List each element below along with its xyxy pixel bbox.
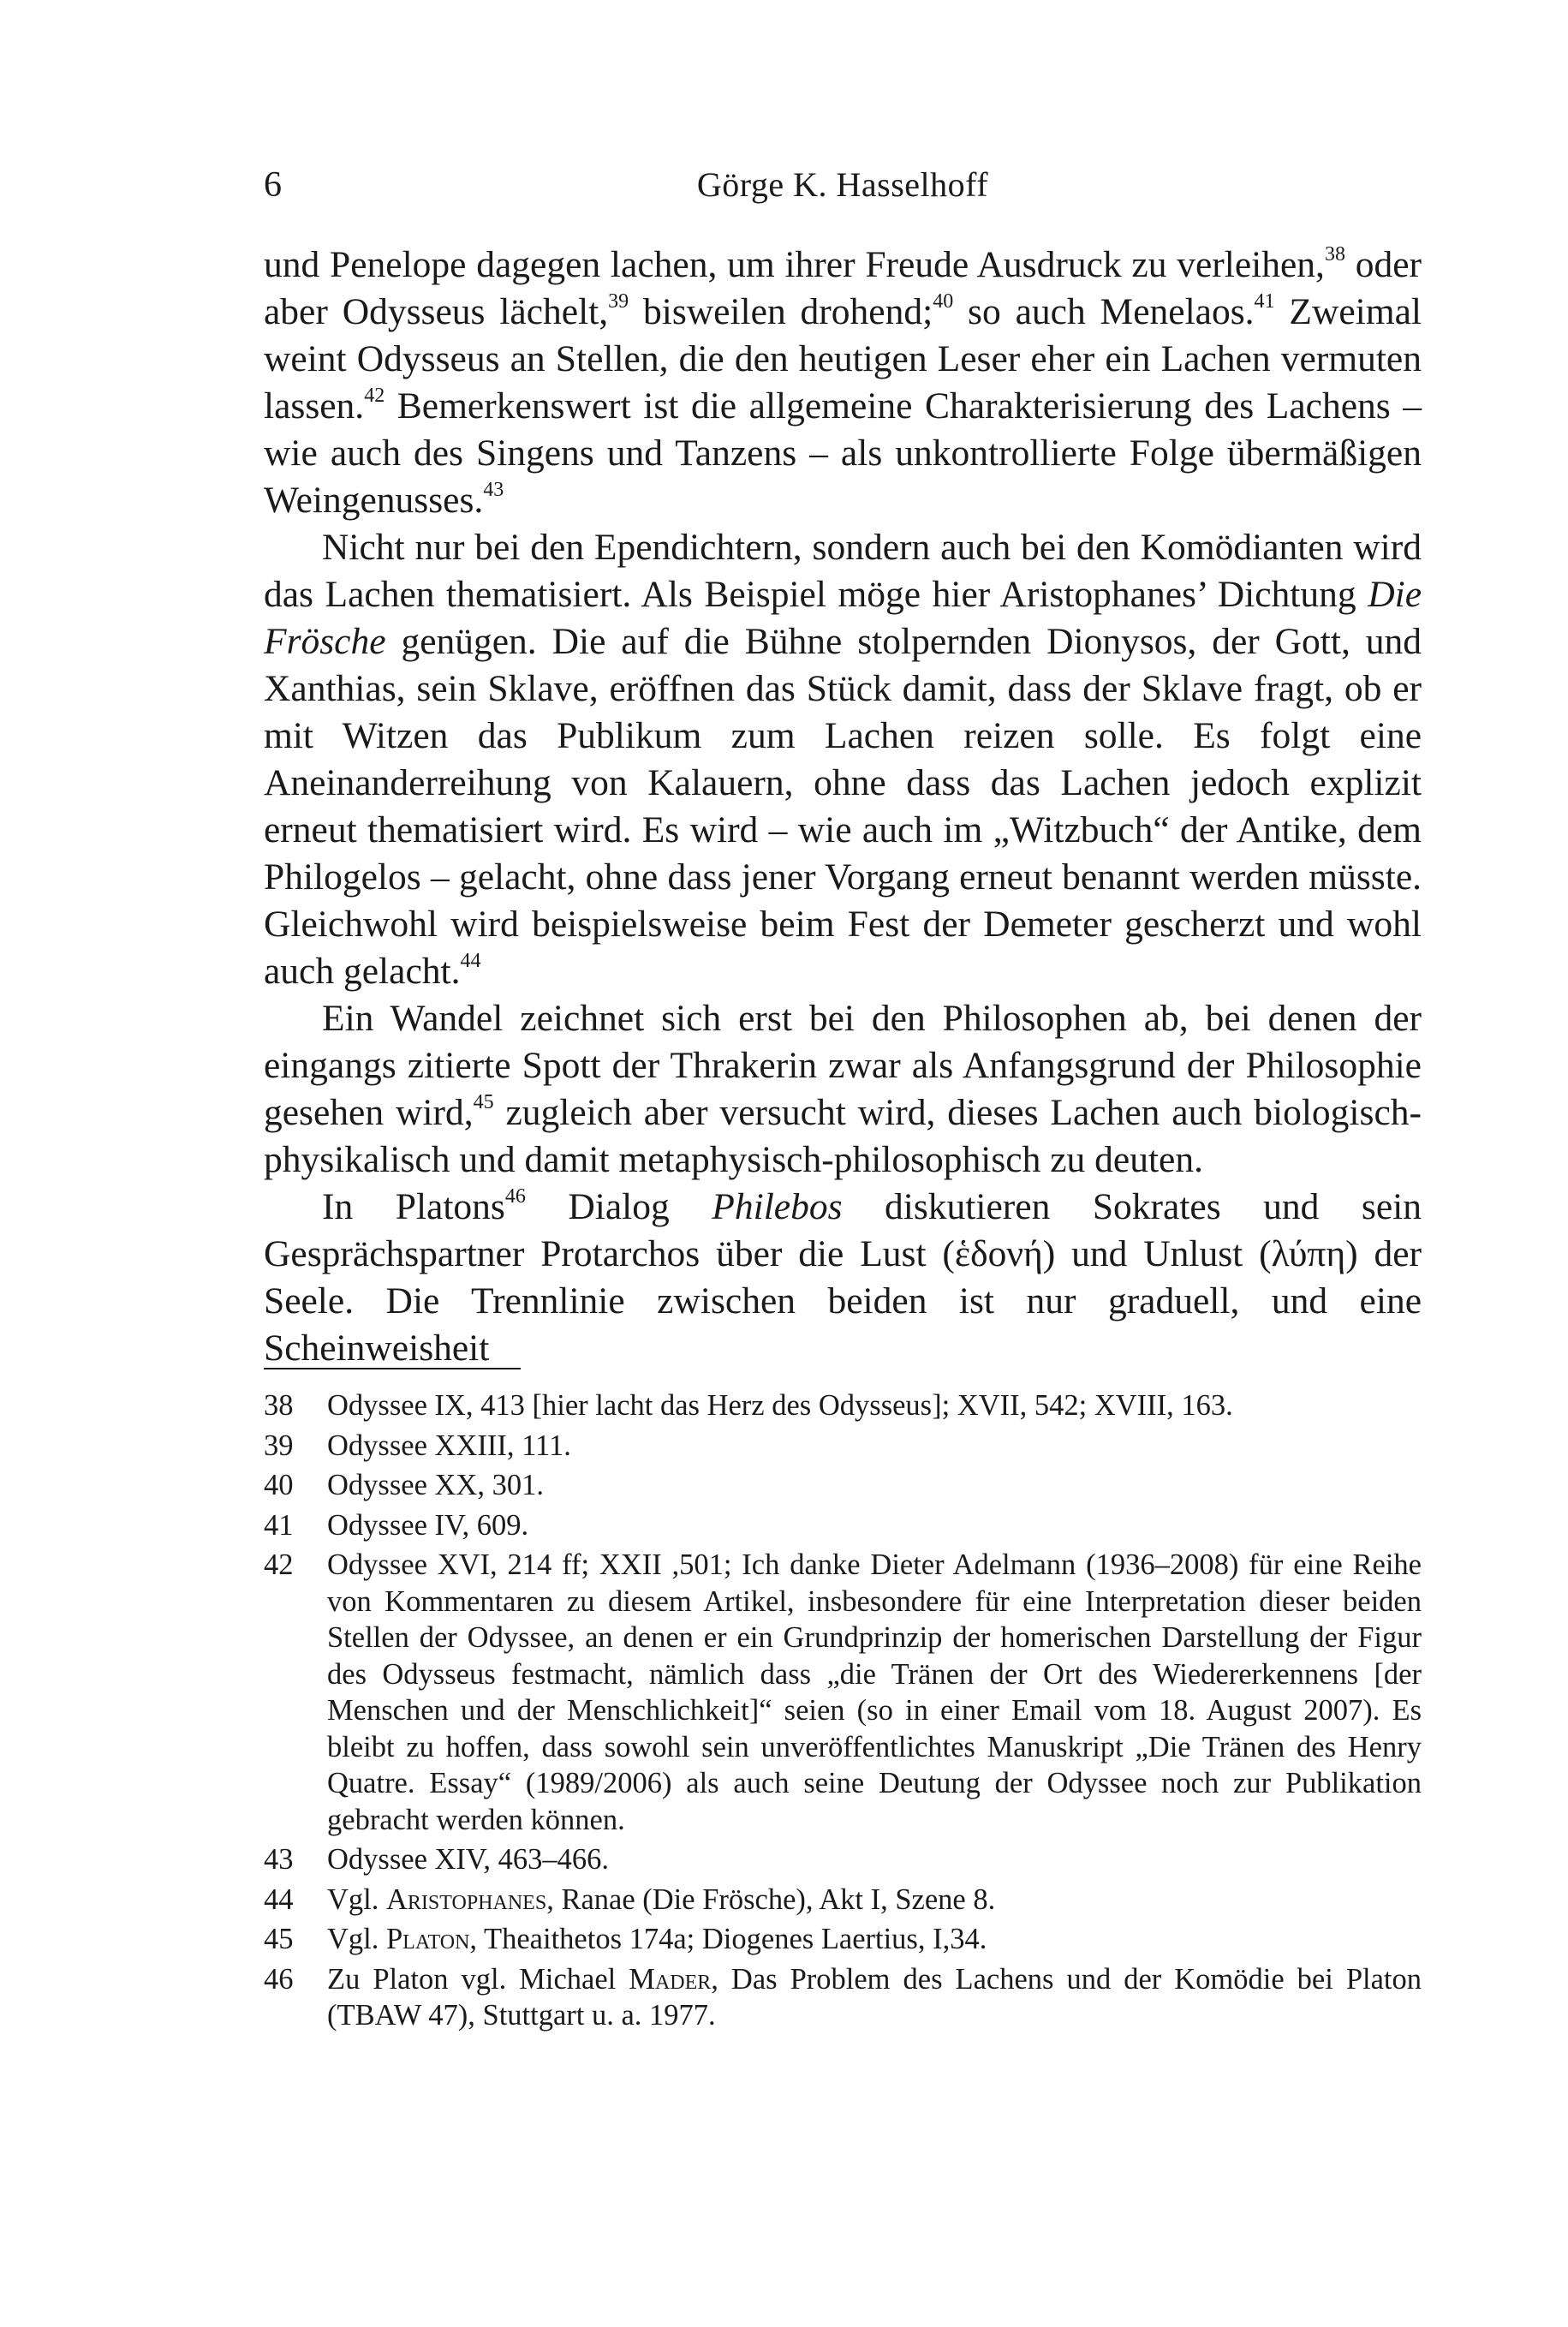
text-span: oder aber Odysseus lächelt,	[264, 244, 1422, 332]
footnote-text	[327, 1882, 1422, 1918]
footnote-ref-43[interactable]: 43	[483, 478, 504, 501]
footnote-text: Odyssee IV, 609.	[327, 1508, 529, 1542]
footnotes	[264, 1387, 1422, 2038]
footnote-ref-38[interactable]: 38	[1324, 242, 1345, 266]
text-span: und Penelope dagegen lachen, um ihrer Freude Ausdruck zu verleihen,	[264, 244, 1325, 285]
text-span: Ein Wandel zeichnet sich erst bei den Philosophen ab, bei denen der eingangs zitierte Spott der Thrakerin zwar als Anfangsgrund der Philosophie gesehen wird,	[264, 998, 1422, 1133]
footnote-41	[264, 1507, 1422, 1544]
text-span: genügen. Die auf die Bühne stolpernden Dionysos, der Gott, und Xanthias, sein Sklave, eröffnen das Stück damit, dass der Sklave fragt, ob er mit Witzen das Publikum zum Lachen reizen solle. Es folgt eine Aneinanderreihung von Kalauern, ohne dass das Lachen jedoch explizit erneut thematisiert wird. Es wird – wie auch im „Witzbuch“ der Antike, dem Philogelos – gelacht, ohne dass jener Vorgang erneut benannt werden müsste. Gleichwohl wird beispielsweise beim Fest der Demeter gescherzt und wohl auch gelacht.	[264, 621, 1422, 992]
footnote-number: 38	[264, 1389, 294, 1422]
footnote-text: Odyssee XX, 301.	[327, 1469, 544, 1501]
paragraph-2	[264, 524, 1422, 995]
text-span: Dialog	[525, 1186, 712, 1227]
footnote-39	[264, 1428, 1422, 1465]
footnote-text	[327, 1921, 1422, 1958]
footnote-number: 45	[264, 1923, 294, 1955]
text-span: so auch Menelaos.	[953, 291, 1255, 332]
running-head: Görge K. Hasselhoff	[696, 165, 989, 204]
text-span: Vgl.	[327, 1923, 386, 1955]
title-italic: Die Frösche	[264, 574, 1422, 662]
text-span: , Ranae (Die Frösche), Akt I, Szene 8.	[546, 1882, 996, 1916]
footnote-43	[264, 1841, 1422, 1878]
text-span: , Theaithetos 174a; Diogenes Laertius, I,34.	[469, 1923, 987, 1955]
footnote-44	[264, 1882, 1422, 1918]
footnote-ref-40[interactable]: 40	[933, 289, 954, 313]
footnote-ref-45[interactable]: 45	[473, 1090, 494, 1113]
text-span: zugleich aber versucht wird, dieses Lachen auch biologisch-physikalisch und damit metaphysisch-philosophisch zu deuten.	[264, 1092, 1422, 1180]
footnote-40	[264, 1467, 1422, 1504]
footnote-ref-42[interactable]: 42	[364, 384, 385, 407]
footnote-42	[264, 1547, 1422, 1838]
footnote-text: Odyssee XIV, 463–466.	[327, 1843, 610, 1876]
footnote-number: 41	[264, 1508, 294, 1542]
text-span: Zu Platon vgl. Michael	[327, 1962, 629, 1996]
text-span: Nicht nur bei den Ependichtern, sondern auch bei den Komödianten wird das Lachen thematisiert. Als Beispiel möge hier Aristophanes’ Dichtung	[264, 527, 1422, 615]
text-span: bisweilen drohend;	[629, 291, 933, 332]
page-number: 6	[264, 165, 282, 205]
footnote-number: 39	[264, 1429, 294, 1462]
text-span: Zweimal weint Odysseus an Stellen, die den heutigen Leser eher ein Lachen vermuten lassen.	[264, 291, 1422, 427]
footnote-text: Odyssee XVI, 214 ff; XXII ,501; Ich danke Dieter Adelmann (1936–2008) für eine Reihe von Kommentaren zu diesem Artikel, insbesondere für eine Interpretation dieser beiden Stellen der Odyssee, an denen er ein Grundprinzip der homerischen Darstellung der Figur des Odysseus festmacht, nämlich dass „die Tränen der Ort des Wiedererkennens [der Menschen und der Menschlichkeit]“ seien (so in einer Email vom 18. August 2007). Es bleibt zu hoffen, dass sowohl sein unveröffentlichtes Manuskript „Die Tränen des Henry Quatre. Essay“ (1989/2006) als auch seine Deutung der Odyssee noch zur Publikation gebracht werden können.	[327, 1548, 1422, 1836]
main-text	[264, 242, 1422, 1372]
footnote-ref-39[interactable]: 39	[608, 289, 629, 313]
author-name: Platon	[386, 1923, 470, 1955]
text-span: In Platons	[322, 1186, 505, 1227]
footnote-38	[264, 1387, 1422, 1424]
paragraph-3	[264, 995, 1422, 1184]
footnote-ref-41[interactable]: 41	[1254, 289, 1275, 313]
footnote-text	[327, 1961, 1422, 2034]
footnote-divider	[264, 1368, 521, 1369]
text-span: Vgl.	[327, 1882, 386, 1916]
title-italic: Philebos	[712, 1186, 843, 1227]
paragraph-4	[264, 1184, 1422, 1372]
footnote-text: Odyssee IX, 413 [hier lacht das Herz des Odysseus]; XVII, 542; XVIII, 163.	[327, 1389, 1233, 1422]
paragraph-1	[264, 242, 1422, 524]
footnote-number: 42	[264, 1548, 294, 1581]
footnote-number: 44	[264, 1882, 294, 1916]
text-span: diskutieren Sokrates und sein Gesprächspartner Protarchos über die Lust (ἑδονή) und Unlust (λύπη) der Seele. Die Trennlinie zwischen beiden ist nur graduell, und eine Scheinweisheit	[264, 1186, 1422, 1369]
text-span: , Das Problem des Lachens und der Komödie bei Platon (TBAW 47), Stuttgart u. a. 1977.	[327, 1962, 1422, 2032]
footnote-46	[264, 1961, 1422, 2034]
author-name: Mader	[629, 1962, 712, 1996]
footnote-text: Odyssee XXIII, 111.	[327, 1429, 571, 1462]
footnote-number: 43	[264, 1843, 294, 1876]
footnote-45	[264, 1921, 1422, 1958]
author-name: Aristophanes	[386, 1882, 547, 1916]
text-span: Bemerkenswert ist die allgemeine Charakterisierung des Lachens – wie auch des Singens und Tanzens – als unkontrollierte Folge übermäßigen Weingenusses.	[264, 385, 1422, 521]
footnote-ref-44[interactable]: 44	[460, 949, 481, 972]
page-header	[264, 164, 1422, 216]
footnote-ref-46[interactable]: 46	[504, 1184, 526, 1208]
footnote-number: 40	[264, 1469, 294, 1501]
footnote-number: 46	[264, 1962, 294, 1996]
